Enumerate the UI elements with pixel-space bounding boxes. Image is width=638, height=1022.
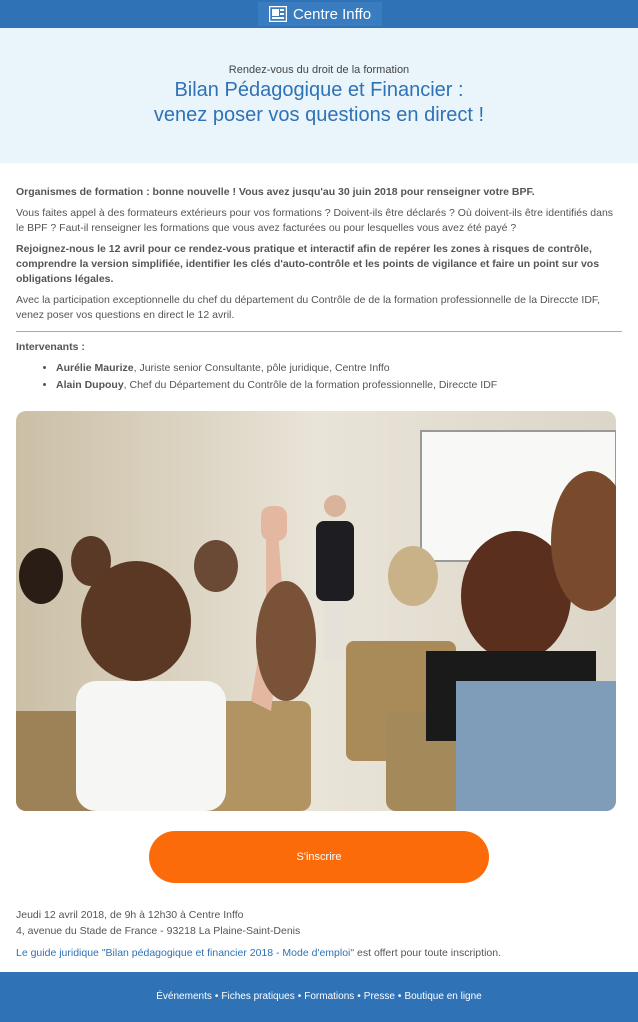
footer-separator: • <box>357 991 361 1002</box>
brand-name: Centre Inffo <box>292 5 372 23</box>
footer-separator: • <box>397 991 402 1002</box>
speaker-role: , Chef du Département du Contrôle de la formation professionnelle, Direccte IDF <box>123 379 498 391</box>
register-button[interactable]: S'inscrire <box>149 831 489 883</box>
brand-logo[interactable] <box>258 2 382 26</box>
footer-separator: • <box>214 991 219 1002</box>
hero-title <box>0 78 638 128</box>
guide-link[interactable]: Le guide juridique "Bilan pédagogique et financier 2018 - Mode d'emploi" <box>16 947 355 959</box>
intro-headline: Organismes de formation : bonne nouvelle ! Vous avez jusqu'au 30 juin 2018 pour renseigner votre BPF. <box>16 186 535 198</box>
intro-questions: Vous faites appel à des formateurs extérieurs pour vos formations ? Doivent-ils être déclarés ? Où doivent-ils être identifiés dans le BPF ? Faut-il renseigner les formations que vous avez facturées ou pour lesquelles vous avez été payé ? <box>16 207 614 234</box>
intro-participation: Avec la participation exceptionnelle du chef du département du Contrôle de de la formation professionnelle de la Direccte IDF, venez poser vos questions en direct le 12 avril. <box>16 294 601 321</box>
speaker-name: Alain Dupouy <box>56 379 124 391</box>
footer-link-fiches[interactable]: Fiches pratiques <box>221 991 295 1002</box>
hero-banner <box>0 28 638 163</box>
footer-nav <box>0 972 638 1022</box>
top-bar <box>0 0 638 28</box>
cta-wrapper <box>0 831 638 883</box>
centre-inffo-logo-icon <box>269 6 287 22</box>
section-divider <box>16 331 622 332</box>
conference-photo <box>16 411 616 811</box>
intro-section <box>0 163 638 393</box>
footer-link-boutique[interactable]: Boutique en ligne <box>404 991 482 1002</box>
event-guide-offer <box>16 945 622 961</box>
speakers-list <box>16 361 622 393</box>
event-date: Jeudi 12 avril 2018, de 9h à 12h30 à Centre Inffo <box>16 909 244 921</box>
hero-kicker: Rendez-vous du droit de la formation <box>228 64 410 76</box>
event-address: 4, avenue du Stade de France - 93218 La Plaine-Saint-Denis <box>16 925 301 937</box>
footer-link-evenements[interactable]: Événements <box>156 991 212 1002</box>
footer-link-formations[interactable]: Formations <box>304 991 355 1002</box>
event-details <box>0 883 638 961</box>
guide-offer-text: est offert pour toute inscription. <box>354 947 501 959</box>
speakers-label: Intervenants : <box>16 341 85 353</box>
intro-invitation: Rejoignez-nous le 12 avril pour ce rendez-vous pratique et interactif afin de repérer les zones à risques de contrôle, comprendre la version simplifiée, identifier les clés d'auto-contrôle et les points de vigilance et faire un point sur vos obligations légales. <box>16 243 600 285</box>
footer-separator: • <box>297 991 302 1002</box>
speaker-role: , Juriste senior Consultante, pôle juridique, Centre Inffo <box>133 362 390 374</box>
speaker-item <box>56 378 622 393</box>
hero-title-line2: venez poser vos questions en direct ! <box>153 104 485 126</box>
speaker-item <box>56 361 622 376</box>
hero-title-line1: Bilan Pédagogique et Financier : <box>174 79 464 101</box>
speaker-name: Aurélie Maurize <box>56 362 134 374</box>
footer-link-presse[interactable]: Presse <box>363 991 395 1002</box>
